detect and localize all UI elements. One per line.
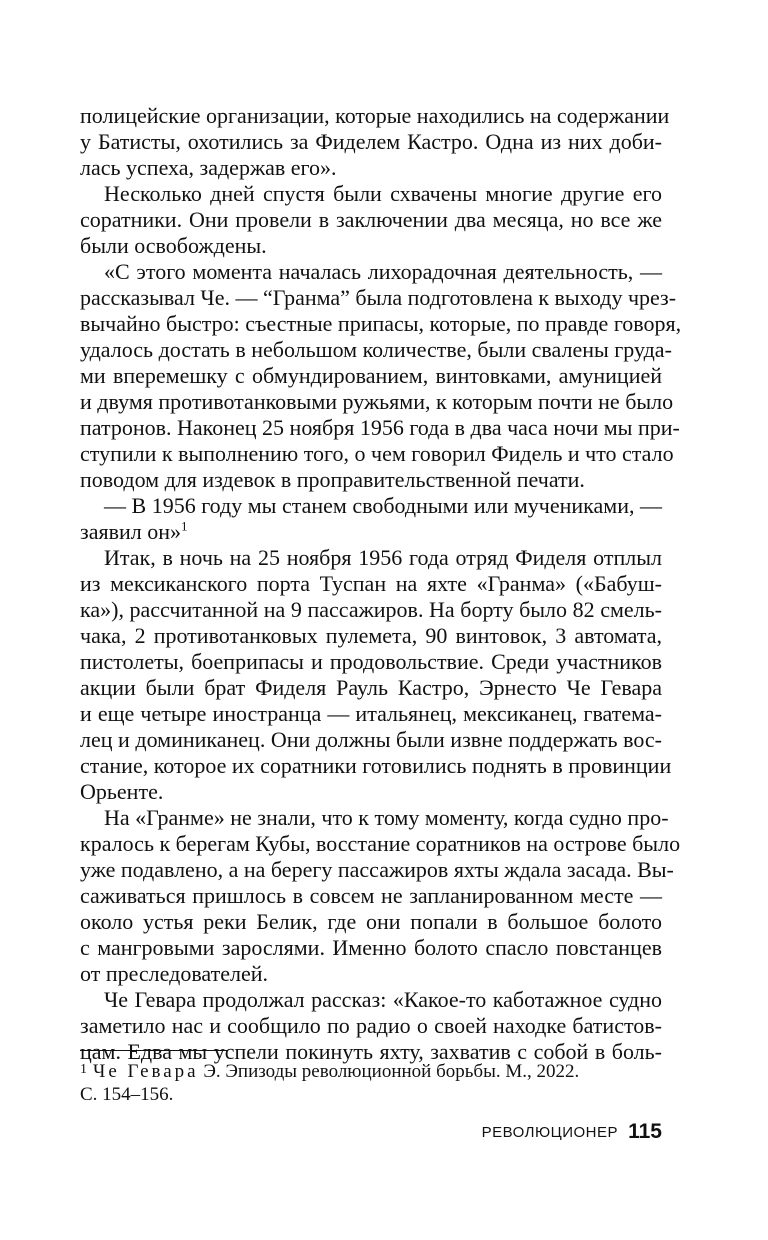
- text-line: удалось достать в небольшом количестве, были свалены груда-: [80, 337, 672, 362]
- text-line: полицейские организации, которые находились на содержании: [80, 103, 670, 128]
- running-head: РЕВОЛЮЦИОНЕР: [481, 1124, 618, 1141]
- footnote-author: Че Гевара: [93, 1061, 199, 1082]
- text-line: соратники. Они провели в заключении два месяца, но все же: [80, 207, 662, 232]
- text-line: с мангровыми зарослями. Именно болото спасло повстанцев: [80, 935, 662, 960]
- text-line: кралось к берегам Кубы, восстание соратников на острове было: [80, 831, 681, 856]
- footnote-reference[interactable]: 1: [181, 518, 188, 534]
- text-line: патронов. Наконец 25 ноября 1956 года в два часа ночи мы при-: [80, 415, 680, 440]
- text-line: лась успеха, задержав его».: [80, 155, 337, 180]
- footnote-citation: Э. Эпизоды революционной борьбы. М., 2022.: [198, 1061, 580, 1082]
- page-number: 115: [628, 1120, 662, 1143]
- text-line: саживаться пришлось в совсем не запланированном месте —: [80, 883, 662, 908]
- text-line: ми вперемешку с обмундированием, винтовками, амуницией: [80, 363, 662, 388]
- text-line: у Батисты, охотились за Фиделем Кастро. Одна из них доби-: [80, 129, 662, 154]
- text-line: вычайно быстро: съестные припасы, которые, по правде говоря,: [80, 311, 682, 336]
- text-line: Орьенте.: [80, 779, 164, 804]
- text-line: из мексиканского порта Туспан на яхте «Гранма» («Бабуш-: [80, 571, 662, 596]
- text-line: заявил он»$^1$: [80, 518, 188, 544]
- text-line: были освобождены.: [80, 233, 267, 258]
- text-line: поводом для издевок в проправительственной печати.: [80, 467, 585, 492]
- text-line: заметило нас и сообщило по радио о своей находке батистов-: [80, 1013, 662, 1038]
- text-line: от преследователей.: [80, 961, 269, 986]
- text-line: около устья реки Белик, где они попали в большое болото: [80, 909, 662, 934]
- text-line: пистолеты, боеприпасы и продовольствие. Среди участников: [80, 649, 662, 674]
- footnote-line-2: С. 154–156.: [80, 1084, 174, 1105]
- text-line: стание, которое их соратники готовились поднять в провинции: [80, 753, 672, 778]
- text-line: и двумя противотанковыми ружьями, к которым почти не было: [80, 389, 674, 414]
- text-line: и еще четыре иностранца — итальянец, мексиканец, гватема-: [80, 701, 662, 726]
- text-line: Несколько дней спустя были схвачены многие другие его: [104, 181, 662, 206]
- text-line: ступили к выполнению того, о чем говорил Фидель и что стало: [80, 441, 674, 466]
- text-line: — В 1956 году мы станем свободными или мучениками, —: [104, 493, 662, 518]
- text-line: На «Гранме» не знали, что к тому моменту, когда судно про-: [104, 805, 669, 830]
- text-line: Итак, в ночь на 25 ноября 1956 года отряд Фиделя отплыл: [104, 545, 662, 570]
- text-line: рассказывал Че. — “Гранма” была подготовлена к выходу чрез-: [80, 285, 677, 310]
- text-line: акции были брат Фиделя Рауль Кастро, Эрнесто Че Гевара: [80, 675, 662, 700]
- text-line: цам. Едва мы успели покинуть яхту, захватив с собой в боль-: [80, 1039, 662, 1064]
- footnote-number: 1: [80, 1062, 87, 1077]
- text-line: «С этого момента началась лихорадочная деятельность, —: [104, 259, 662, 284]
- text-line: уже подавлено, а на берегу пассажиров яхты ждала засада. Вы-: [80, 857, 674, 882]
- text-line: ка»), рассчитанной на 9 пассажиров. На борту было 82 смель-: [80, 597, 662, 622]
- text-line: лец и доминиканец. Они должны были извне поддержать вос-: [80, 727, 662, 752]
- footnote-line-1: [80, 1058, 662, 1084]
- text-line: Че Гевара продолжал рассказ: «Какое-то каботажное судно: [104, 987, 662, 1012]
- footnote-separator: [80, 1050, 228, 1051]
- text-line: чака, 2 противотанковых пулемета, 90 винтовок, 3 автомата,: [80, 623, 662, 648]
